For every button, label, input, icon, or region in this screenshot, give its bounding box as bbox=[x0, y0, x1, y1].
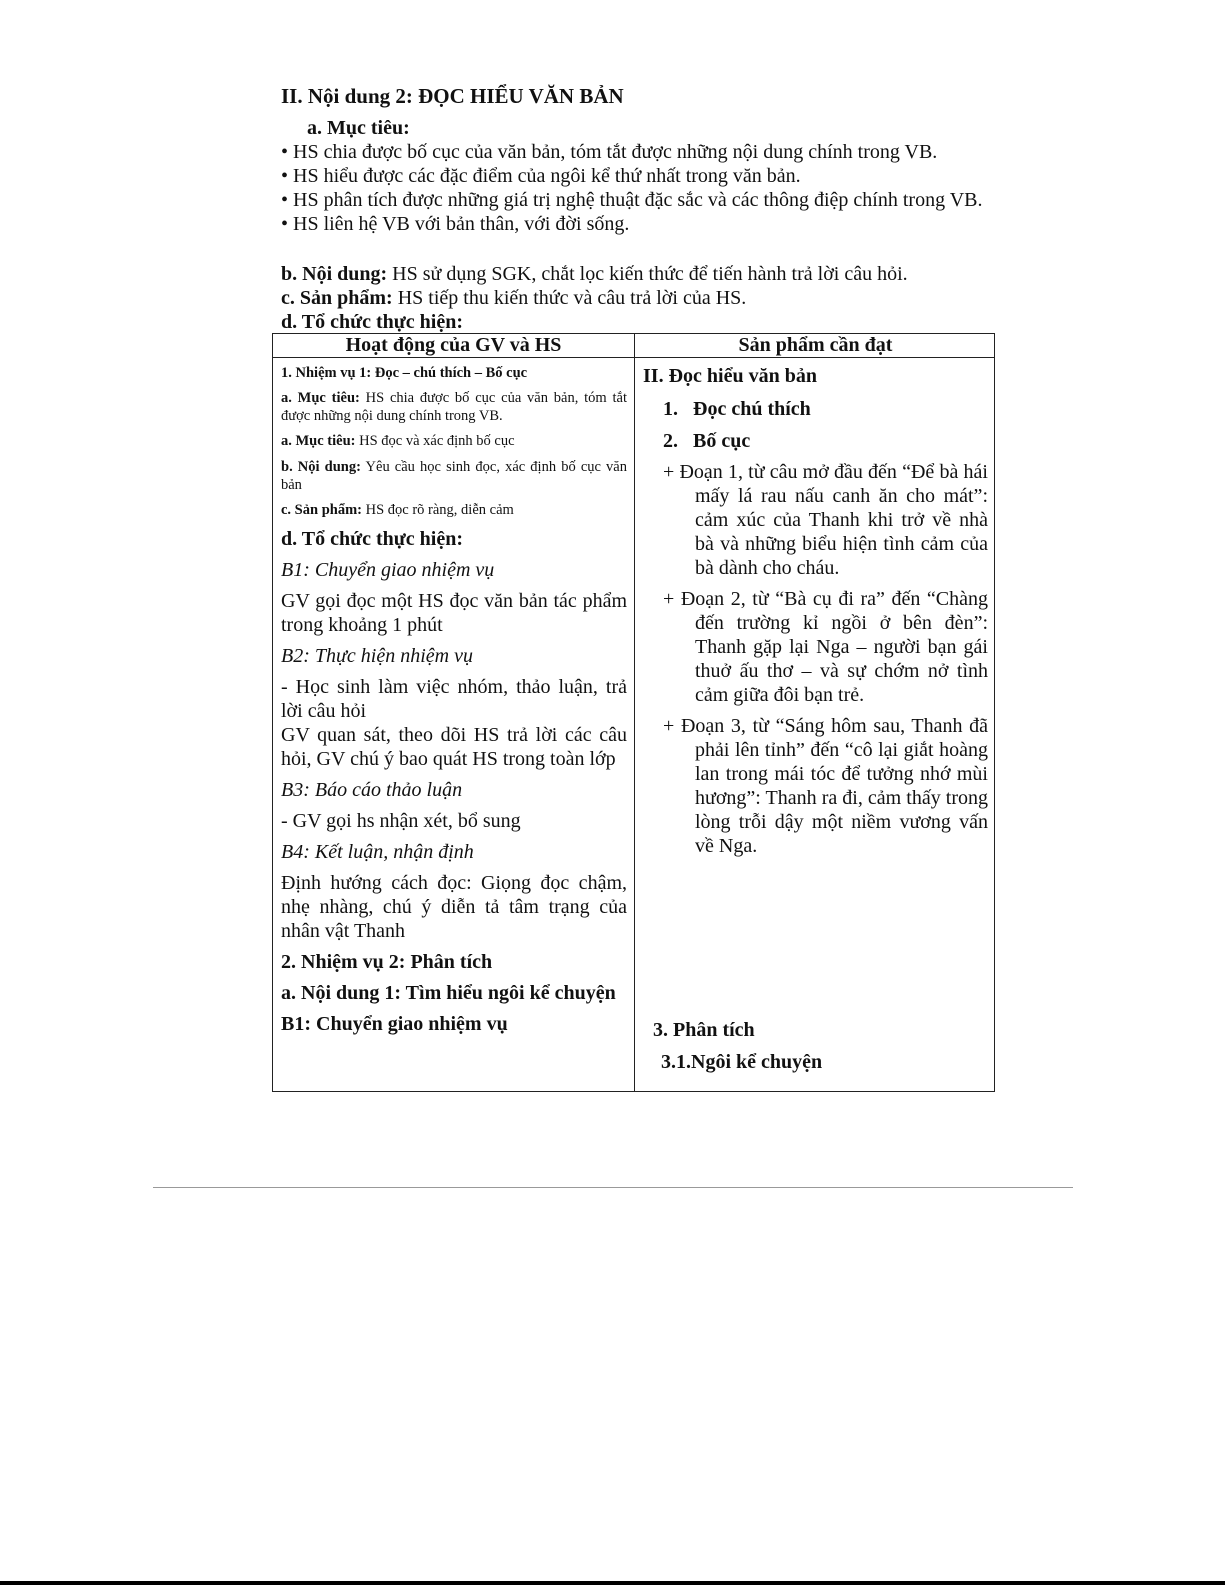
step-b3-text: - GV gọi hs nhận xét, bổ sung bbox=[281, 810, 521, 832]
header-activities: Hoạt động của GV và HS bbox=[345, 334, 562, 356]
step-b1-text: GV gọi đọc một HS đọc văn bản tác phẩm trong khoảng 1 phút bbox=[281, 590, 627, 636]
left-content-text: Yêu cầu học sinh đọc, xác định bố cục văn bản bbox=[281, 459, 627, 493]
paragraph-1: + Đoạn 1, từ câu mở đầu đến “Để bà hái mấy lá rau nấu canh ăn cho mát”: cảm xúc của Thanh khi trở về nhà bà và những biểu hiện tình cảm của bà dành cho cháu. bbox=[663, 461, 988, 579]
organization-label: d. Tổ chức thực hiện: bbox=[281, 311, 463, 333]
goal2 bbox=[281, 432, 627, 450]
step-b3: B3: Báo cáo thảo luận bbox=[281, 779, 463, 801]
paragraph-3: + Đoạn 3, từ “Sáng hôm sau, Thanh đã phải lên tỉnh” đến “cô lại giắt hoàng lan trong mái tóc để tưởng nhớ mùi hương”: Thanh ra đi, cảm thấy trong lòng trỗi dậy một niềm vương vấn về Nga. bbox=[663, 715, 988, 857]
activity-table bbox=[272, 333, 995, 1092]
left-product bbox=[281, 501, 627, 519]
goal2-label: a. Mục tiêu: bbox=[281, 433, 356, 449]
objective-item: • HS phân tích được những giá trị nghệ thuật đặc sắc và các thông điệp chính trong VB. bbox=[281, 189, 983, 211]
header-products: Sản phẩm cần đạt bbox=[738, 334, 893, 356]
step-b2-text1: - Học sinh làm việc nhóm, thảo luận, trả lời câu hỏi bbox=[281, 676, 627, 722]
objective-item: • HS liên hệ VB với bản thân, với đời sống. bbox=[281, 213, 630, 235]
content-text: HS sử dụng SGK, chắt lọc kiến thức để tiến hành trả lời câu hỏi. bbox=[387, 263, 908, 285]
task1-title: 1. Nhiệm vụ 1: Đọc – chú thích – Bố cục bbox=[281, 365, 528, 381]
step-b4: B4: Kết luận, nhận định bbox=[281, 841, 474, 863]
goal2-text: HS đọc và xác định bố cục bbox=[355, 433, 515, 449]
product-text: HS tiếp thu kiến thức và câu trả lời của HS. bbox=[392, 287, 747, 309]
left-column bbox=[281, 364, 627, 1036]
paragraph-2: + Đoạn 2, từ “Bà cụ đi ra” đến “Chàng đến trường kỉ ngồi ở bên đèn”: Thanh gặp lại Nga – người bạn gái thuở ấu thơ – và sự chớm nở tình cảm giữa đôi bạn trẻ. bbox=[663, 588, 988, 706]
objectives-list bbox=[281, 140, 993, 236]
step-b4-text: Định hướng cách đọc: Giọng đọc chậm, nhẹ nhàng, chú ý diễn tả tâm trạng của nhân vật Thanh bbox=[281, 872, 627, 942]
task2-title: 2. Nhiệm vụ 2: Phân tích bbox=[281, 951, 493, 973]
item-phan-tich: 3. Phân tích bbox=[653, 1019, 755, 1041]
step-b1: B1: Chuyển giao nhiệm vụ bbox=[281, 559, 495, 581]
content-line bbox=[281, 262, 908, 286]
content-label: b. Nội dung: bbox=[281, 263, 388, 285]
header-divider bbox=[273, 357, 994, 358]
left-content-label: b. Nội dung: bbox=[281, 459, 361, 475]
page-divider bbox=[153, 1187, 1073, 1188]
task2-step-b1: B1: Chuyển giao nhiệm vụ bbox=[281, 1013, 508, 1035]
column-divider bbox=[634, 334, 635, 1091]
objective-item: • HS hiểu được các đặc điểm của ngôi kể thứ nhất trong văn bản. bbox=[281, 165, 801, 187]
right-column bbox=[643, 364, 988, 858]
item-doc-chu-thich: 1. Đọc chú thích bbox=[663, 398, 811, 420]
item-bo-cuc: 2. Bố cục bbox=[663, 430, 751, 452]
task2-content: a. Nội dung 1: Tìm hiểu ngôi kể chuyện bbox=[281, 982, 616, 1004]
step-b2-text2: GV quan sát, theo dõi HS trả lời các câu hỏi, GV chú ý bao quát HS trong toàn lớp bbox=[281, 724, 627, 770]
section-title: II. Nội dung 2: ĐỌC HIỂU VĂN BẢN bbox=[281, 84, 624, 108]
left-product-label: c. Sản phẩm: bbox=[281, 502, 362, 518]
goal1 bbox=[281, 389, 627, 425]
step-b2: B2: Thực hiện nhiệm vụ bbox=[281, 645, 473, 667]
item-ngoi-ke: 3.1.Ngôi kể chuyện bbox=[661, 1051, 823, 1073]
bottom-edge bbox=[0, 1581, 1225, 1585]
left-content bbox=[281, 458, 627, 494]
left-product-text: HS đọc rõ ràng, diễn cảm bbox=[361, 502, 514, 518]
goal1-text: HS chia được bố cục của văn bản, tóm tắt được những nội dung chính trong VB. bbox=[281, 390, 627, 424]
product-label: c. Sản phẩm: bbox=[281, 287, 393, 309]
right-title: II. Đọc hiểu văn bản bbox=[643, 365, 817, 387]
objective-item: • HS chia được bố cục của văn bản, tóm tắt được những nội dung chính trong VB. bbox=[281, 141, 938, 163]
goal1-label: a. Mục tiêu: bbox=[281, 390, 360, 406]
objective-heading: a. Mục tiêu: bbox=[307, 117, 410, 139]
left-org: d. Tổ chức thực hiện: bbox=[281, 528, 463, 550]
product-line bbox=[281, 286, 746, 310]
